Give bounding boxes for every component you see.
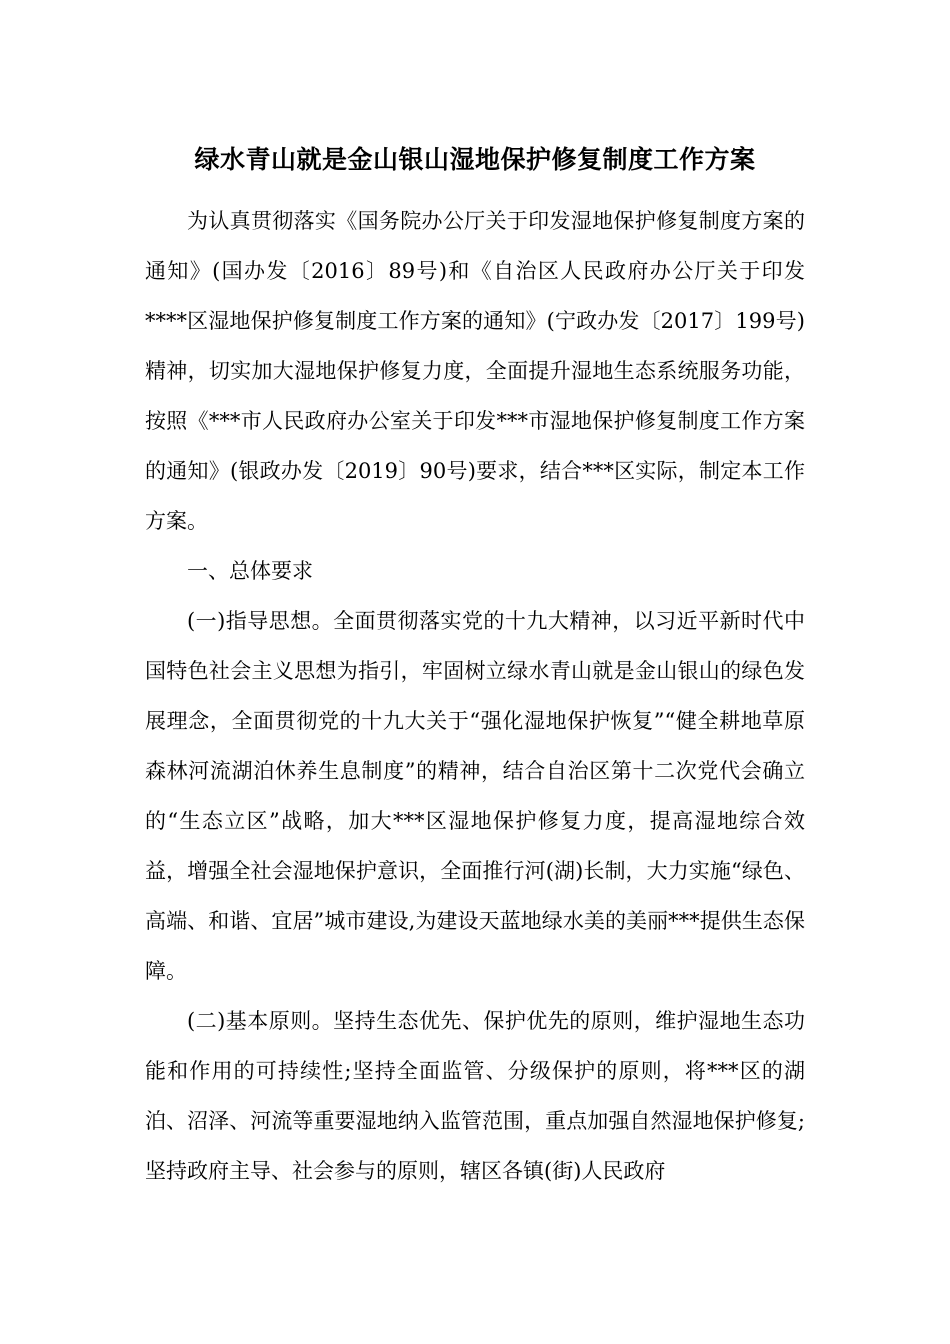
section-heading-general-requirements: 一、总体要求	[187, 559, 313, 583]
document-body	[145, 196, 805, 1196]
paragraph-guiding-ideology: (一)指导思想。全面贯彻落实党的十九大精神，以习近平新时代中国特色社会主义思想为指引，牢固树立绿水青山就是金山银山的绿色发展理念，全面贯彻党的十九大关于“强化湿地保护恢复”“健全耕地草原森林河流湖泊休养生息制度”的精神，结合自治区第十二次党代会确立的“生态立区”战略，加大***区湿地保护修复力度，提高湿地综合效益，增强全社会湿地保护意识，全面推行河(湖)长制，大力实施“绿色、高端、和谐、宜居”城市建设,为建设天蓝地绿水美的美丽***提供生态保障。	[145, 609, 805, 983]
document-title: 绿水青山就是金山银山湿地保护修复制度工作方案	[194, 145, 756, 174]
paragraph-basic-principles: (二)基本原则。坚持生态优先、保护优先的原则，维护湿地生态功能和作用的可持续性;坚持全面监管、分级保护的原则，将***区的湖泊、沼泽、河流等重要湿地纳入监管范围，重点加强自然湿地保护修复;坚持政府主导、社会参与的原则，辖区各镇(街)人民政府	[145, 1009, 805, 1183]
paragraph-intro: 为认真贯彻落实《国务院办公厅关于印发湿地保护修复制度方案的通知》(国办发〔2016〕89号)和《自治区人民政府办公厅关于印发****区湿地保护修复制度工作方案的通知》(宁政办发〔2017〕199号)精神，切实加大湿地保护修复力度，全面提升湿地生态系统服务功能，按照《***市人民政府办公室关于印发***市湿地保护修复制度工作方案的通知》(银政办发〔2019〕90号)要求，结合***区实际，制定本工作方案。	[145, 209, 805, 533]
